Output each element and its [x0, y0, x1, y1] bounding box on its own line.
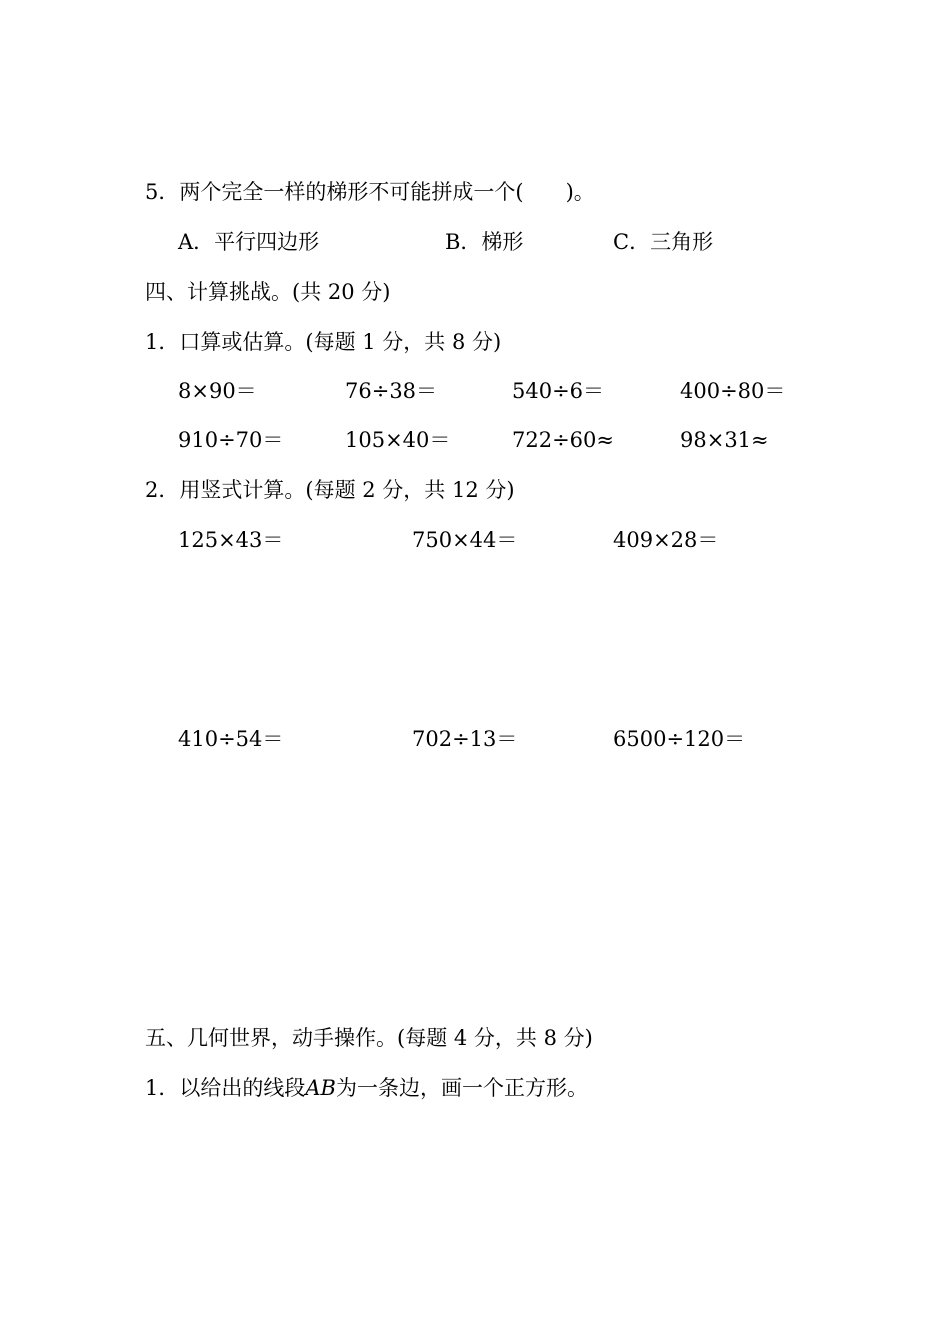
question-number: 1． [145, 330, 180, 354]
vertical-calc-item: 409×28＝ [613, 528, 719, 552]
mental-calc-item: 400÷80＝ [680, 379, 786, 403]
mental-calc-item: 8×90＝ [178, 379, 257, 403]
vertical-calc-item: 6500÷120＝ [613, 727, 746, 751]
option-c: C．三角形 [613, 230, 714, 254]
mental-calc-item: 910÷70＝ [178, 428, 284, 452]
option-b: B．梯形 [445, 230, 524, 254]
mental-calc-item: 722÷60≈ [512, 428, 614, 452]
vertical-calc-item: 750×44＝ [412, 528, 518, 552]
mental-calc-item: 105×40＝ [345, 428, 451, 452]
mental-calc-item: 540÷6＝ [512, 379, 605, 403]
mental-calc-item: 76÷38＝ [345, 379, 438, 403]
question-text: 用竖式计算。(每题 2 分，共 12 分) [179, 478, 515, 502]
question-4-1 [145, 328, 501, 356]
option-a: A．平行四边形 [178, 230, 320, 254]
section-4-title: 四、计算挑战。(共 20 分) [145, 280, 391, 304]
question-text: 两个完全一样的梯形不可能拼成一个( )。 [179, 180, 595, 204]
question-text-before: 以给出的线段 [179, 1076, 306, 1100]
question-4-2 [145, 476, 515, 504]
question-number: 1． [145, 1076, 180, 1100]
section-5-title: 五、几何世界，动手操作。(每题 4 分，共 8 分) [145, 1026, 593, 1050]
vertical-calc-item: 702÷13＝ [412, 727, 518, 751]
question-text: 口算或估算。(每题 1 分，共 8 分) [179, 330, 502, 354]
question-number: 2． [145, 478, 180, 502]
question-5 [145, 178, 595, 206]
question-number: 5． [145, 180, 180, 204]
segment-label: AB [305, 1076, 336, 1100]
vertical-calc-item: 125×43＝ [178, 528, 284, 552]
vertical-calc-item: 410÷54＝ [178, 727, 284, 751]
mental-calc-item: 98×31≈ [680, 428, 769, 452]
question-5-1 [145, 1074, 588, 1102]
question-text-after: 为一条边，画一个正方形。 [335, 1076, 588, 1100]
